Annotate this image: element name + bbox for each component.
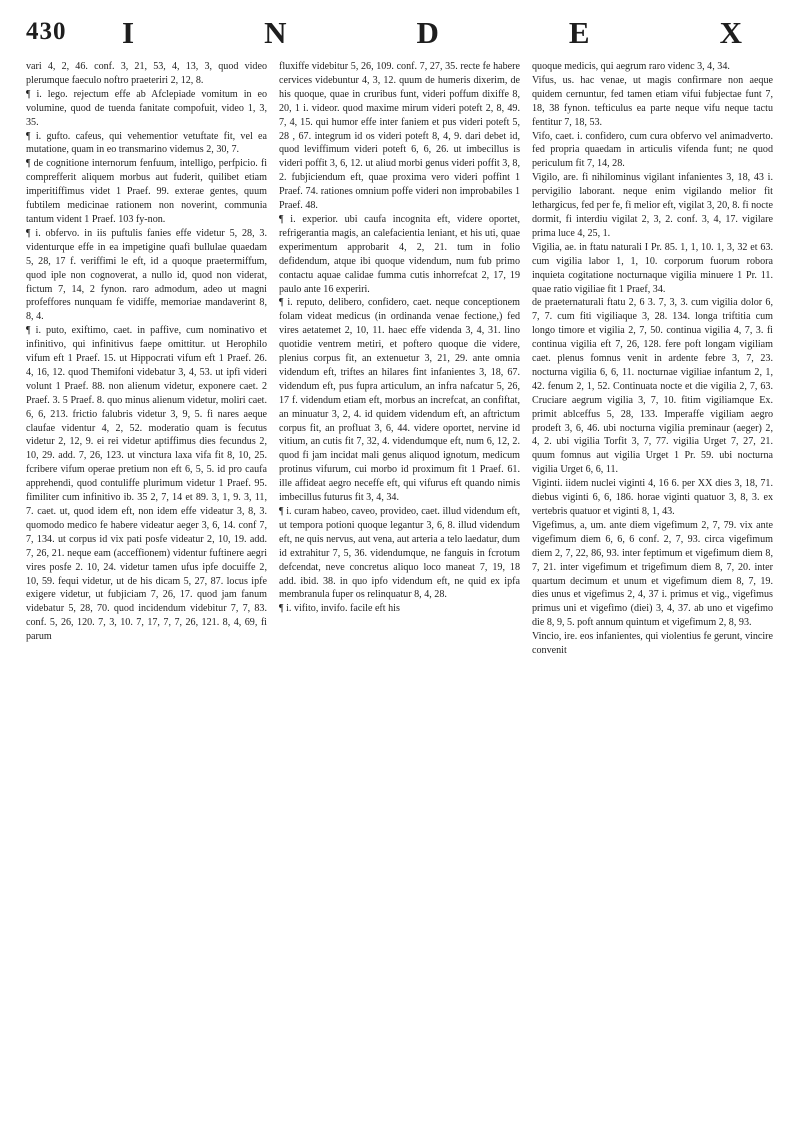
index-column-right — [532, 60, 773, 1118]
index-entry: ¶ i. reputo, delibero, confidero, caet. neque conceptionem folam videat medicus (in ordinanda venae fectione,) fed vires aetatemet 2, 10, 11. haec effe videnda 3, 4, 31. lino quotidie ventrem metiri, et poftero quoque die videre, plenius corpus fit, an extenuetur 3, 21, 29. ante omnia videndum eft, triftes an hilares fint infanientes 3, 18, 67. videndum eft, pus fupra articulum, an infra nafcatur 5, 26, 17 f. videndum etiam eft, morbus an increfcat, an confiftat, an minuatur 3, 2, 4. id quidem videndum eft, an aftrictum corpus fit, an profluat 3, 6, 44. videre oportet, nervine id vitium, an cutis fit 7, 32, 4. videndumque eft, num 6, 12, 2. quod fi jam incidat mali genus aliquod ignotum, medicum protinus vifurum, cui morbo id proximum fit 1 Praef. 61. ille affideat aegro neceffe eft, qui vifurus eft quando nimis imbecillus futurus fit 3, 4, 34. — [279, 297, 520, 504]
index-columns — [26, 60, 774, 1118]
index-entry: Vigefimus, a, um. ante diem vigefimum 2, 7, 79. vix ante vigefimum diem 6, 6, 6 conf. 2, 7, 93. circa vigefimum diem 2, 7, 22, 86, 93. inter feptimum et vigefimum diem 8, 7, 21. inter vigefimum et trigefimum diem 8, 7, 20. inter quartum decimum et unum et vigefimum diem 8, 7, 19. dies unus et vigefimus 2, 4, 37 i. primus et vig., vigefimus primus uni et vigefimo (diei) 3, 4, 37. ab uno et vigefimo die 8, 9, 5. poft annum quintum et vigefimum 2, 8, 93. — [532, 519, 773, 629]
index-entry: ¶ i. gufto. cafeus, qui vehementior vetuftate fit, vel ea mutatione, quam in eo transmarino videmus 2, 30, 7. — [26, 130, 267, 156]
title-letter: D — [416, 15, 439, 50]
index-entry: quoque medicis, qui aegrum raro videnc 3, 4, 34. — [532, 61, 730, 72]
index-entry: Vigilia, ae. in ftatu naturali I Pr. 85. 1, 1, 10. 1, 3, 32 et 63. cum vigilia labor 1, 1, 10. corporum fuorum robora inquieta cogitatione nocturnaque vigilia minuere 1 Pr. 11. quae ratio vigiliae fit 1 Praef, 34. — [532, 241, 773, 295]
index-entry: vari 4, 2, 46. conf. 3, 21, 53, 4, 13, 3, quod video plerumque faeculo noftro praeteriri 2, 12, 8. — [26, 61, 267, 86]
page-number: 430 — [26, 18, 67, 45]
index-entry: ¶ i. lego. rejectum effe ab Afclepiade vomitum in eo volumine, quod de tuenda fanitate compofuit, video 1, 3, 35. — [26, 88, 267, 128]
index-entry: Vigilo, are. fi nihilominus vigilant infanientes 3, 18, 43 i. pervigilio laborant. neque enim vigilando melior fit lethargicus, fed per fe, fi melior eft, vigilat 3, 20, 8. fi nocte dormit, fi interdiu vigilat 2, 3, 2. conf. 3, 4, 17. vigilare prima luce 4, 25, 1. — [532, 172, 773, 239]
index-entry: Vincio, ire. eos infanientes, qui violentius fe gerunt, vincire convenit — [532, 631, 773, 657]
title-letter: I — [122, 15, 135, 50]
index-column-middle — [279, 60, 520, 1118]
index-entry: Vifus, us. hac venae, ut magis confirmare non aeque quidem cernuntur, fed tamen etiam vifui fubjectae funt 7, 18, 38 fynon. tefticulus ea parte neque vifu neque tactu fentitur 7, 18, 53. — [532, 74, 773, 128]
index-entry: ¶ i. vifito, invifo. facile eft his — [279, 603, 400, 615]
index-entry: ¶ i. obfervo. in iis puftulis fanies effe videtur 5, 28, 3. videnturque effe in ea impetigine quafi bullulae quaedam 5, 28, 17 f. veriffimi le eft, id a quoque praetermiffum, quod iple non cognoverat, a nullo id, quod non viderat, fictum 7, 14, 2 fynon. raro admodum, adeo ut magni profeffores nunquam fe vidiffe, memoriae mandaverint 8, 8, 4. — [26, 227, 267, 323]
title-letter: E — [568, 15, 590, 50]
index-entry: ¶ de cognitione internorum fenfuum, intelligo, perfpicio. fi comprefferit aliquem morbus aut fuderit, quilibet etiam imperitiffimus videt 1 Praef. 99. exterae gentes, quum fubtilem medicinae rationem non noverint, communia tantum vident 1 Praef. 103 fy-non. — [26, 158, 267, 225]
index-entry: Vifo, caet. i. confidero, cum cura obfervo vel animadverto. fed propria quaedam in articulis vifenda funt; ne quod periculum fit 7, 14, 28. — [532, 130, 773, 170]
page-header — [26, 14, 766, 54]
index-entry: de praeternaturali ftatu 2, 6 3. 7, 3, 3. cum vigilia dolor 6, 7, 7. cum fiti vigiliaque 3, 28. 134. longa triftitia cum longo timore et vigilia 2, 7, 50. continua vigilia 4, 7, 3. fi continua vigilia eft 7, 26, 128. fere poft longam vigiliam caet. plenus fomnus venit in ardente febre 3, 7, 23. nocturna vigilia 6, 6, 11. nocturnae vigiliae infantum 2, 1, 42. fenum 2, 1, 52. Continuata nocte et die vigilia 2, 7, 63. Cruciare aegrum vigilia 3, 7, 10. fitim vigiliamque Ex. primit ablceffus 5, 28, 133. Imperaffe vigiliam aegro prodeft 3, 6, 46. ubi nocturna vigilia preminaur (aeger) 2, 4, 2. ubi vigilia Torfit 3, 7, 77. vigilia Urget 7, 27, 21. quum fomnus aut vigilia Urget 1 Pr. 59. ubi nocturna vigilia Urget 6, 6, 11. — [532, 297, 773, 476]
index-column-left — [26, 60, 267, 1118]
running-title — [122, 15, 742, 51]
title-letter: N — [264, 15, 287, 50]
title-letter: X — [719, 15, 742, 50]
index-entry: ¶ i. puto, exiftimo, caet. in paffive, cum nominativo et infinitivo, qui infinitivus faepe omittitur. ut Herophilo vifum eft 1 Praef. 15. ut Hippocrati vifum eft 1 Praef. 26. 4, 16, 12. quod Themifoni videbatur 3, 4, 53. ut ipfi videri volunt 1 Praef. 88. non alienum videtur, exponere caet. 2 Praef. 3. 5 Praef. 8. quo minus alienum videtur, moliri caet. 6, 6, 213. frictio falubris videtur 3, 9, 5. fi nares aeque claufae videntur 4, 2, 52. moderatio quam is fecutus videtur 2, 12, 9. ei rei videtur aptiffimus dies fecundus 2, 10, 29. add. 7, 26, 123. ut vinctura laxa vifa fit 8, 10, 25. fcribere vifum operae pretium non eft 6, 5, 5. id pro caufa apprehendi, quod contuliffe plurimum videtur 1 Praef. 95. fimiliter cum infinitivo ib. 35 2, 7, 14 et 89. 3, 1, 9. 3, 11, 7. caet. ut, quod idem eft, non idem effe videatur 3, 8, 3. quomodo medico fe habere videatur aeger 3, 6, 14. conf 7, 7, 134. ut corpus id vix pati posfe videatur 2, 10, 19. add. 7, 26, 21. neque eam (acceffionem) videntur fuftinere aegri vires posfe 2. 10, 24. videtur tamen ufus ipfe docuiffe 2, 10, 59. fequi videtur, ut de his dicam 5, 27, 87. locus ipfe exigere videtur, ut fubjiciam 7, 26, 17. quod jam fanum videbatur 5, 28, 70. quod incidendum videbitur 7, 7, 83. conf. 5, 26, 120. 7, 3, 10. 7, 17, 7, 7, 26, 121. 8, 4, 69, fi parum — [26, 325, 267, 643]
index-entry: ¶ i. curam habeo, caveo, provideo, caet. illud videndum eft, ut tempora potioni quoque legantur 3, 6, 8. illud videndum eft, ne quis nervus, aut vena, aut arteria a telo laedatur, dum id extrahitur 7, 5, 36. videndumque, ne fanguis in fcrotum defcendat, neve concretus aliquo loco maneat 7, 19, 18 add. ibid. 38. in quo ipfo videndum eft, ne quid ex ipfa membranula fuper os relinquatur 8, 4, 28. — [279, 506, 520, 601]
index-entry: ¶ i. experior. ubi caufa incognita eft, videre oportet, refrigerantia magis, an calefacientia leniant, et his uti, quae experimentum approbarit 4, 2, 21. tum in folio defidendum, atque ibi quoque videndum, num fub primo contactu aquae calidae fumma cutis inhorrefcat 2, 17, 19 paulo ante 16 experiri. — [279, 213, 520, 295]
index-entry: fluxiffe videbitur 5, 26, 109. conf. 7, 27, 35. recte fe habere cervices videbuntur 4, 3, 12. quum de humeris dixerim, de his quoque, quae in cruribus funt, videri poffum dixiffe 8, 20, 1 i. videor. quod maxime mirum videri poteft 2, 8, 49. 7, 4, 15. qui humor effe inter faniem et pus videri poteft 5, 28 , 67. integrum id os videri poteft 8, 4, 9. dari debet id, quod leviffimum videri poteft 6, 6, 26. ut imbecillus is videri poffit 3, 6, 12. ut aliud morbi genus videri poffit 3, 8, 2. fubjiciendum eft, quae proxima vero videri poffint 1 Praef. 74. rationes omnium poffe videri non improbabiles 1 Praef. 48. — [279, 61, 520, 212]
index-entry: Viginti. iidem nuclei viginti 4, 16 6. per XX dies 3, 18, 71. diebus viginti 6, 6, 186. horae viginti quatuor 3, 8, 3. ex vertebris quatuor et viginti 8, 1, 43. — [532, 478, 773, 517]
